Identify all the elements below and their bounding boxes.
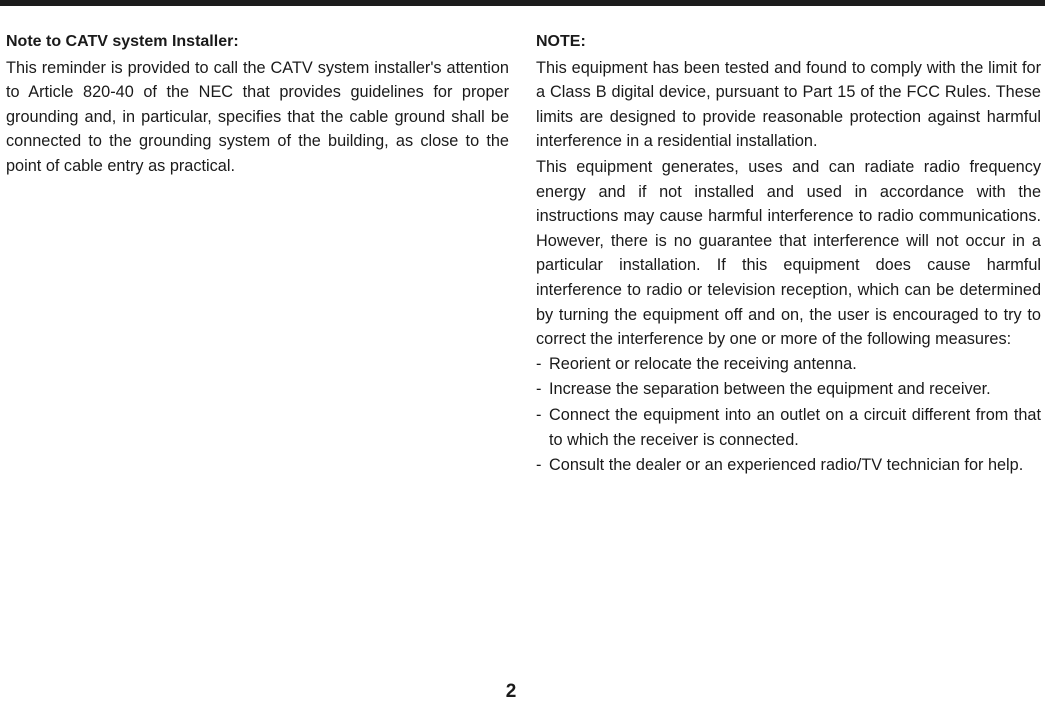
bullet-dash: - xyxy=(536,405,542,424)
page-number: 2 xyxy=(505,681,517,702)
fcc-interference-paragraph: This equipment generates, uses and can radiate radio frequency energy and if not installed and used in accordance with the instructions may cause harmful interference to radio communications. However, there is no guarantee that interference will not occur in a particular installation. If this equipment does cause harmful interference to radio or television reception, which can be determined by turning the equipment off and on, the user is encouraged to try to correct the interference by one or more of the following measures: xyxy=(536,157,1041,349)
bullet-dash: - xyxy=(536,456,542,475)
bullet-dash: - xyxy=(536,354,542,373)
list-item xyxy=(536,352,1041,377)
catv-installer-note xyxy=(6,30,509,179)
fcc-compliance-paragraph: This equipment has been tested and found to comply with the limit for a Class B digital device, pursuant to Part 15 of the FCC Rules. These limits are designed to provide reasonable protection against harmful interference in a residential installation. xyxy=(536,58,1041,151)
fcc-note xyxy=(536,30,1041,479)
list-item xyxy=(536,403,1041,452)
measure-text: Consult the dealer or an experienced radio/TV technician for help. xyxy=(549,456,1024,475)
measure-text: Connect the equipment into an outlet on a circuit different from that to which the receiver is connected. xyxy=(549,405,1041,449)
bullet-dash: - xyxy=(536,380,542,399)
catv-note-heading: Note to CATV system Installer: xyxy=(6,33,239,50)
list-item xyxy=(536,377,1041,402)
measure-text: Reorient or relocate the receiving antenna. xyxy=(549,354,857,373)
measure-text: Increase the separation between the equipment and receiver. xyxy=(549,380,991,399)
top-rule xyxy=(0,0,1045,6)
list-item xyxy=(536,453,1041,478)
catv-note-body: This reminder is provided to call the CATV system installer's attention to Article 820-40 of the NEC that provides guidelines for proper grounding and, in particular, specifies that the cable ground shall be connected to the grounding system of the building, as close to the point of cable entry as practical. xyxy=(6,58,509,175)
fcc-note-heading: NOTE: xyxy=(536,33,586,50)
interference-measures-list xyxy=(536,352,1041,478)
